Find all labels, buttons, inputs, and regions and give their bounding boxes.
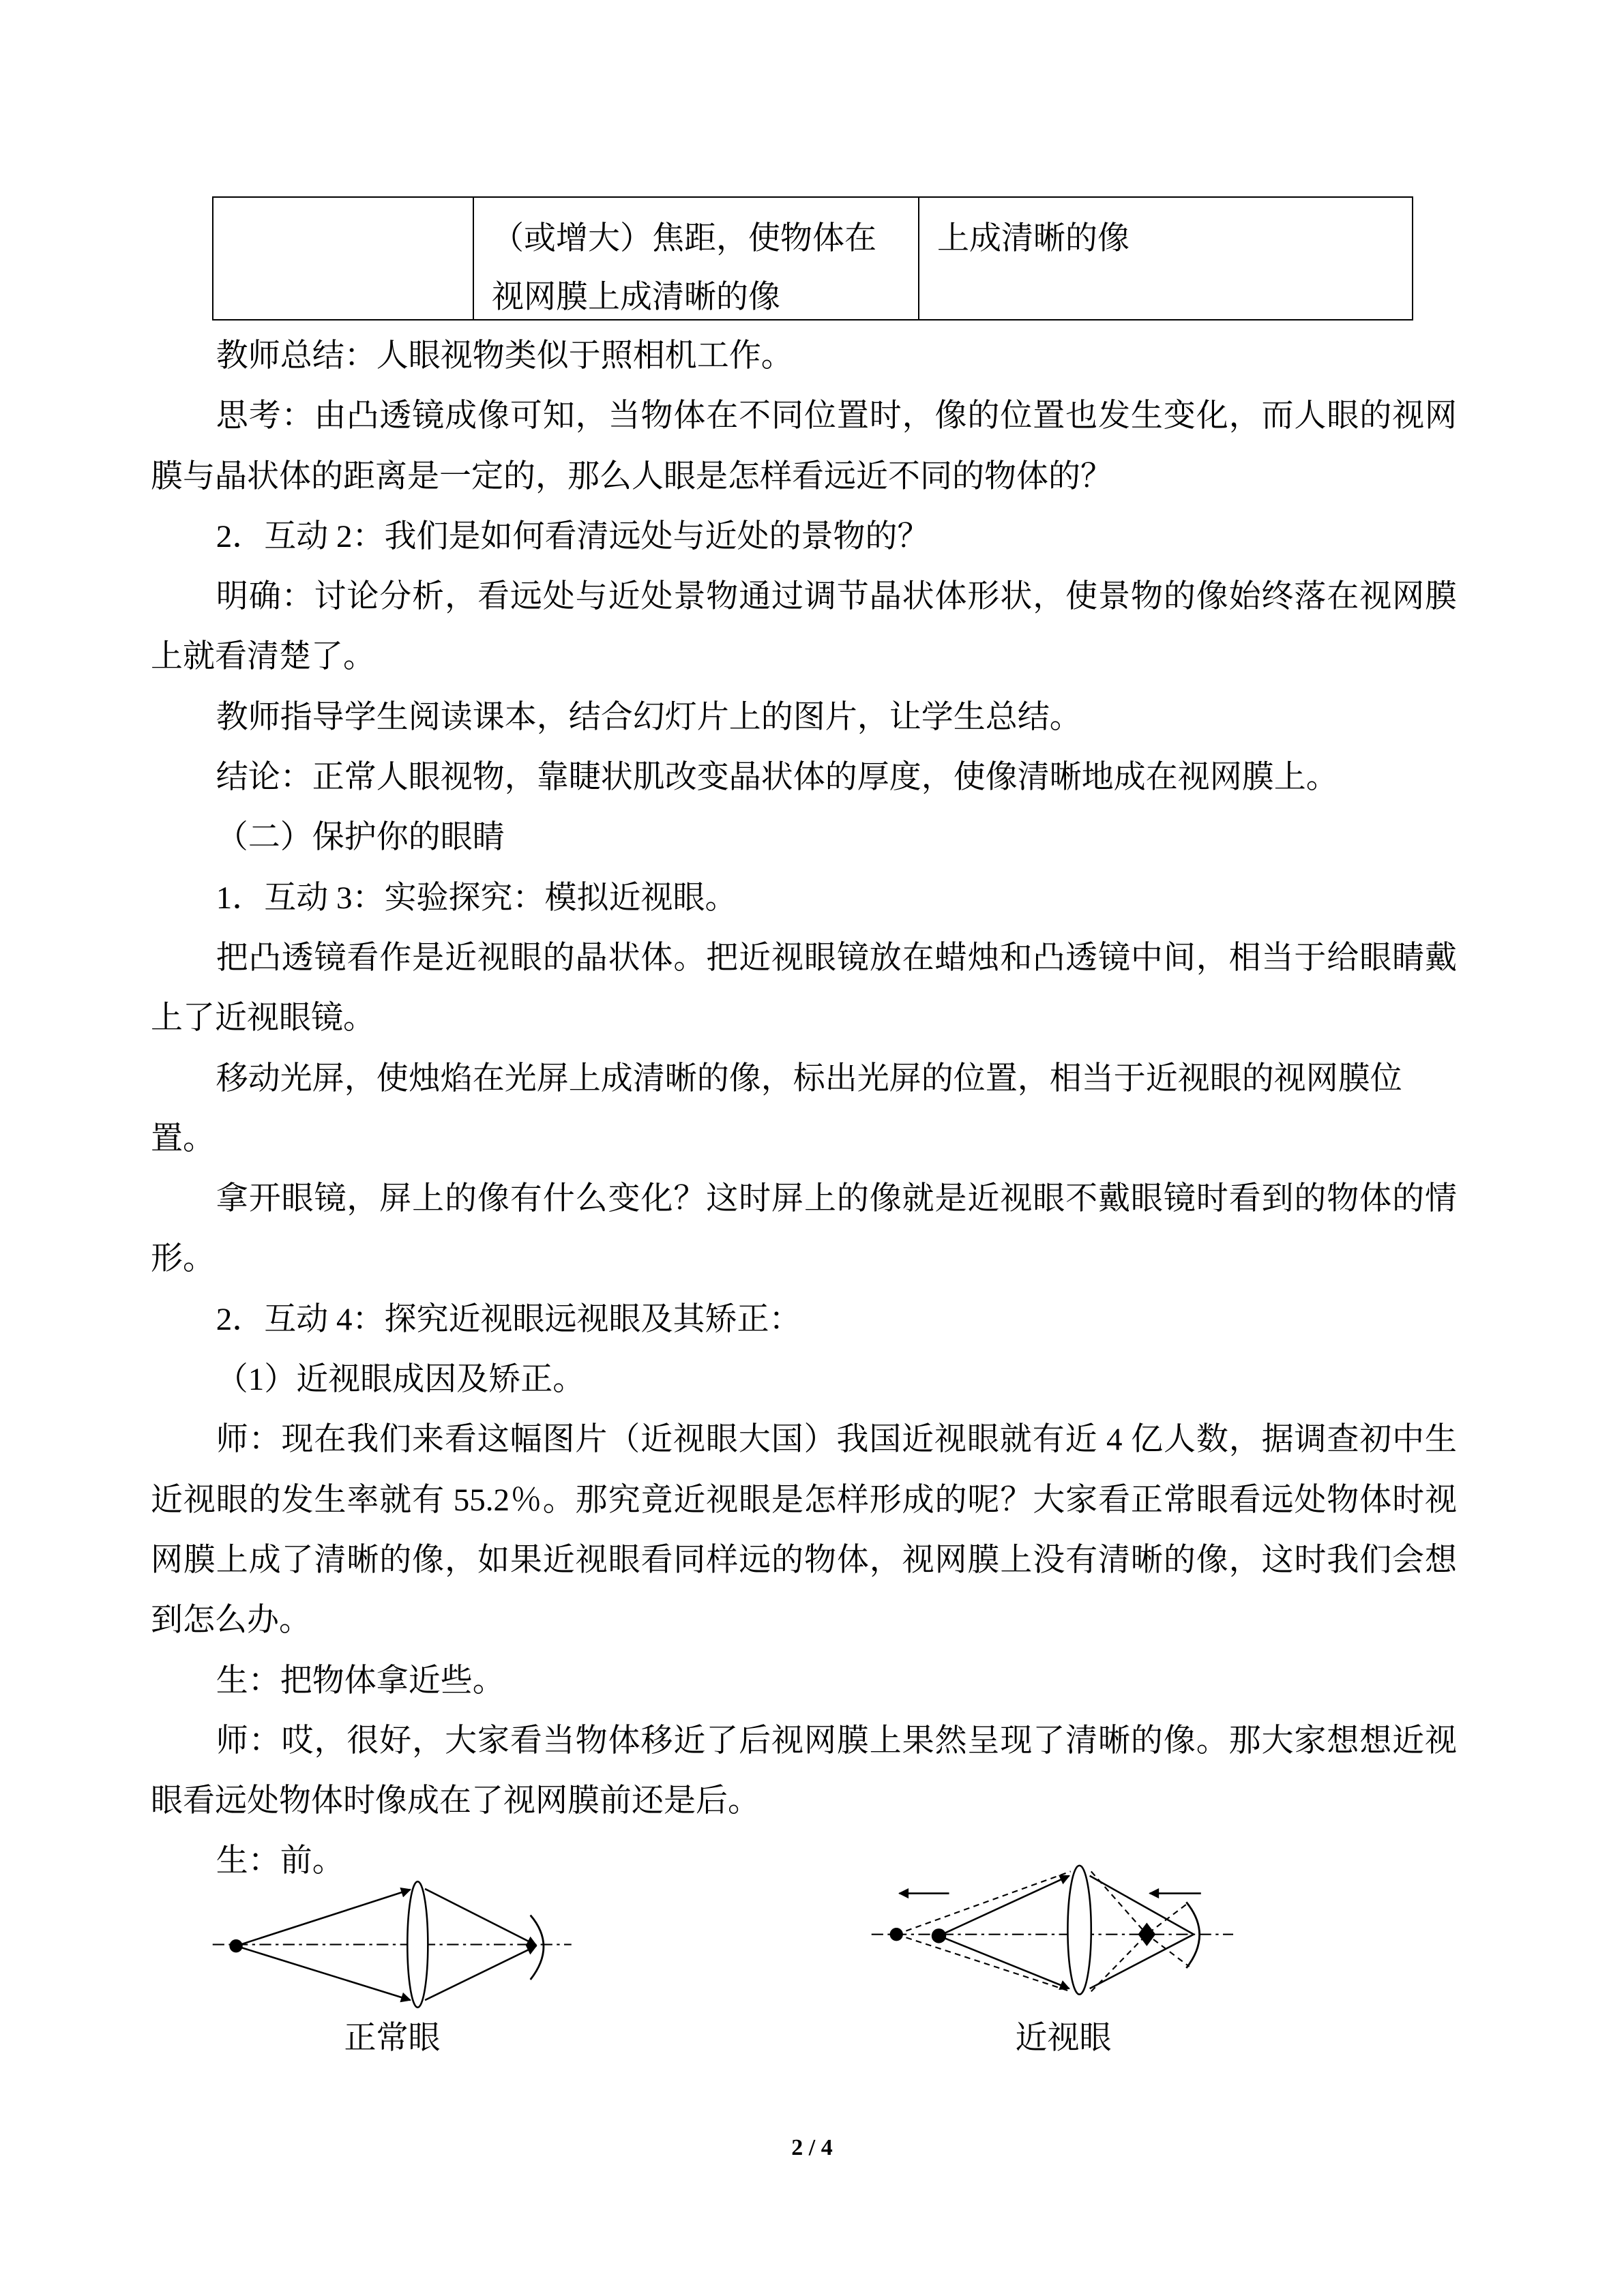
text-line: 师：哎，很好，大家看当物体移近了后视网膜上果然呈现了清晰的像。那大家想想近视 (216, 1723, 1457, 1759)
text-line: 明确：讨论分析，看远处与近处景物通过调节晶状体形状，使景物的像始终落在视网膜 (216, 579, 1457, 615)
paragraph (151, 868, 1457, 928)
paragraph (151, 1169, 1457, 1289)
table-row (213, 197, 1413, 320)
table-cell-adjustment (473, 197, 919, 320)
paragraph (151, 1711, 1457, 1832)
text-line: 网膜上成了清晰的像，如果近视眼看同样远的物体，视网膜上没有清晰的像，这时我们会想 (151, 1542, 1457, 1578)
text-line: 上就看清楚了。 (151, 639, 375, 675)
crystalline-lens (1067, 1865, 1091, 1994)
paragraph (151, 386, 1457, 507)
text-line: 拿开眼镜，屏上的像有什么变化？这时屏上的像就是近视眼不戴眼镜时看到的物体的情 (216, 1181, 1457, 1217)
paragraph (151, 1289, 1457, 1350)
text-line: 形。 (151, 1241, 215, 1277)
paragraph (151, 687, 1457, 747)
text-line: 生：把物体拿近些。 (216, 1663, 505, 1699)
text-line: 上了近视眼镜。 (151, 1000, 375, 1037)
text-line: 眼看远处物体时像成在了视网膜前还是后。 (151, 1783, 760, 1819)
comparison-table (212, 196, 1413, 320)
text-line: 思考：由凸透镜成像可知，当物体在不同位置时，像的位置也发生变化，而人眼的视网 (216, 398, 1457, 434)
text-line: 近视眼的发生率就有 55.2％。那究竟近视眼是怎样形成的呢？大家看正常眼看远处物体时视 (151, 1482, 1457, 1518)
text-line: 教师总结：人眼视物类似于照相机工作。 (216, 338, 793, 374)
paragraph (151, 1651, 1457, 1711)
paragraph (151, 747, 1457, 807)
page-number: 2 / 4 (791, 2135, 833, 2160)
text-line: 教师指导学生阅读课本，结合幻灯片上的图片，让学生总结。 (216, 699, 1082, 735)
paragraph (151, 567, 1457, 687)
crystalline-lens (407, 1881, 428, 2008)
text-line: 师：现在我们来看这幅图片（近视眼大国）我国近视眼就有近 4 亿人数，据调查初中生 (216, 1422, 1457, 1458)
refracted-ray-lower (1089, 1934, 1193, 1988)
cell-text-line: 上成清晰的像 (937, 221, 1130, 256)
text-line: 1．互动 3：实验探究：模拟近视眼。 (216, 880, 737, 916)
text-line: 生：前。 (216, 1843, 344, 1879)
paragraph (151, 1410, 1457, 1650)
dashed-refracted-ray-lower (1091, 1902, 1189, 1991)
incident-ray-upper (236, 1890, 411, 1946)
refracted-ray-lower (425, 1945, 536, 1999)
myopic-eye-caption: 近视眼 (1015, 2021, 1112, 2056)
dashed-incident-ray-upper (896, 1871, 1070, 1934)
text-line: 结论：正常人眼视物，靠睫状肌改变晶状体的厚度，使像清晰地成在视网膜上。 (216, 760, 1338, 796)
paragraph (151, 326, 1457, 386)
cell-text-line: 视网膜上成清晰的像 (492, 280, 780, 315)
table-cell-result (919, 197, 1413, 320)
normal-eye-caption: 正常眼 (344, 2021, 441, 2056)
text-line: 到怎么办。 (151, 1602, 311, 1639)
text-line: 移动光屏，使烛焰在光屏上成清晰的像，标出光屏的位置，相当于近视眼的视网膜位 (216, 1060, 1402, 1097)
incident-ray-lower (939, 1935, 1069, 1988)
myopic-eye-diagram (864, 1848, 1245, 2009)
text-line: （二）保护你的眼睛 (216, 820, 505, 856)
text-line: 膜与晶状体的距离是一定的，那么人眼是怎样看远近不同的物体的？ (151, 458, 1112, 494)
dashed-incident-ray-lower (896, 1934, 1070, 1991)
text-line: 2．互动 4：探究近视眼远视眼及其矫正： (216, 1301, 801, 1337)
refracted-ray-upper (1089, 1875, 1193, 1934)
cell-text (492, 209, 918, 327)
paragraph (151, 928, 1457, 1049)
cell-text-line: （或增大）焦距，使物体在 (492, 221, 876, 256)
image-point-marker (1138, 1922, 1155, 1945)
text-line: 2．互动 2：我们是如何看清远处与近处的景物的？ (216, 518, 930, 554)
sub-heading (151, 1350, 1457, 1410)
normal-eye-diagram (205, 1860, 579, 2028)
section-heading (151, 807, 1457, 867)
text-line: （1）近视眼成因及矫正。 (216, 1362, 585, 1398)
text-line: 把凸透镜看作是近视眼的晶状体。把近视眼镜放在蜡烛和凸透镜中间，相当于给眼睛戴 (216, 940, 1457, 976)
refracted-ray-upper (425, 1889, 536, 1945)
paragraph (151, 1049, 1457, 1169)
cell-text (937, 209, 1412, 268)
body-text (151, 326, 1457, 1892)
text-line: 置。 (151, 1120, 215, 1157)
paragraph (151, 507, 1457, 567)
incident-ray-upper (939, 1875, 1069, 1935)
incident-ray-lower (236, 1945, 411, 1999)
table-cell-empty (213, 197, 473, 320)
